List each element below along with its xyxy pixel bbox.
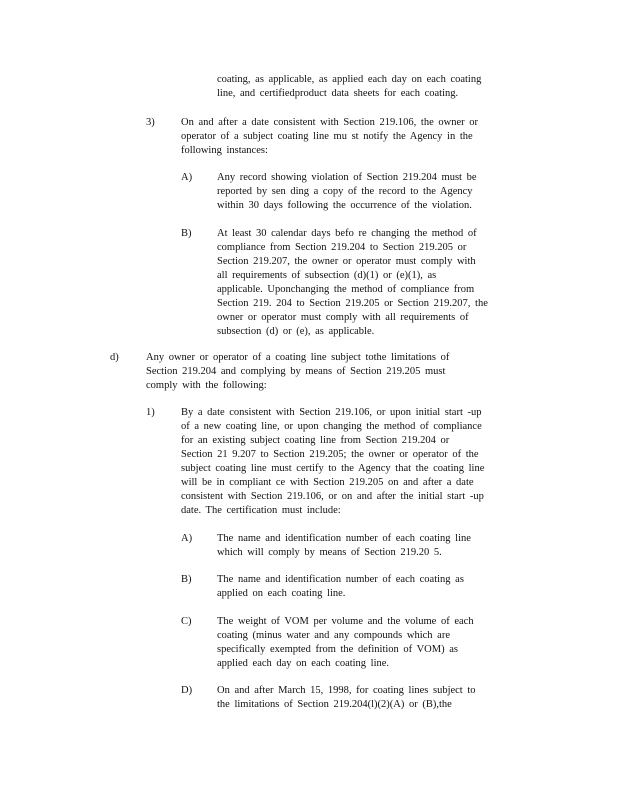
- text-line: date. The certification must include:: [181, 505, 341, 516]
- item-label-A: A): [181, 533, 193, 544]
- text-line: line, and certifiedproduct data sheets for each coating.: [217, 88, 459, 99]
- text-line: following instances:: [181, 145, 268, 156]
- text-line: Section 219.204 and complying by means of Section 219.205 must: [146, 366, 446, 377]
- item-label-D: D): [181, 685, 193, 696]
- text-line: coating (minus water and any compounds which are: [217, 630, 450, 641]
- text-line: The name and identification number of each coating line: [217, 533, 471, 544]
- text-line: applied each day on each coating line.: [217, 658, 390, 669]
- item-label-B: B): [181, 574, 192, 585]
- text-line: Section 219.207, the owner or operator must comply with: [217, 256, 476, 267]
- text-line: all requirements of subsection (d)(1) or (e)(1), as: [217, 270, 437, 281]
- text-line: On and after March 15, 1998, for coating lines subject to: [217, 685, 476, 696]
- text-line: will be in compliant ce with Section 219.205 on and after a date: [181, 477, 474, 488]
- item-label-1: 1): [146, 407, 155, 418]
- text-line: subject coating line must certify to the Agency that the coating line: [181, 463, 485, 474]
- paragraph-3-B: [217, 227, 507, 339]
- text-line: On and after a date consistent with Section 219.106, the owner or: [181, 117, 478, 128]
- text-line: Section 219. 204 to Section 219.205 or Section 219.207, the: [217, 298, 488, 309]
- text-line: Any record showing violation of Section 219.204 must be: [217, 172, 477, 183]
- text-line: applicable. Uponchanging the method of compliance from: [217, 284, 475, 295]
- text-line: within 30 days following the occurrence of the violation.: [217, 200, 472, 211]
- item-label-3: 3): [146, 117, 155, 128]
- text-line: of a new coating line, or upon changing the method of compliance: [181, 421, 482, 432]
- paragraph-1-B: [217, 573, 484, 601]
- paragraph-1-D: [217, 684, 492, 712]
- text-line: subsection (d) or (e), as applicable.: [217, 326, 375, 337]
- text-line: Any owner or operator of a coating line subject tothe limitations of: [146, 352, 450, 363]
- text-line: owner or operator must comply with all requirements of: [217, 312, 469, 323]
- text-line: specifically exempted from the definition of VOM) as: [217, 644, 458, 655]
- text-line: operator of a subject coating line mu st notify the Agency in the: [181, 131, 473, 142]
- text-line: comply with the following:: [146, 380, 267, 391]
- text-line: compliance from Section 219.204 to Section 219.205 or: [217, 242, 467, 253]
- paragraph-1-A: [217, 532, 489, 560]
- text-line: which will comply by means of Section 219.20 5.: [217, 547, 442, 558]
- text-line: coating, as applicable, as applied each day on each coating: [217, 74, 482, 85]
- paragraph-d: [146, 351, 471, 393]
- text-line: At least 30 calendar days befo re changing the method of: [217, 228, 477, 239]
- continuation-paragraph: [217, 73, 494, 101]
- text-line: consistent with Section 219.106, or on and after the initial start -up: [181, 491, 484, 502]
- text-line: applied on each coating line.: [217, 588, 346, 599]
- text-line: for an existing subject coating line from Section 219.204 or: [181, 435, 450, 446]
- item-label-C: C): [181, 616, 192, 627]
- text-line: By a date consistent with Section 219.106, or upon initial start -up: [181, 407, 482, 418]
- paragraph-1-C: [217, 615, 484, 671]
- paragraph-3-A: [217, 171, 494, 213]
- text-line: The name and identification number of each coating as: [217, 574, 464, 585]
- text-line: reported by sen ding a copy of the record to the Agency: [217, 186, 473, 197]
- text-line: the limitations of Section 219.204(l)(2)(A) or (B),the: [217, 699, 452, 710]
- item-label-B: B): [181, 228, 192, 239]
- item-label-A: A): [181, 172, 193, 183]
- text-line: The weight of VOM per volume and the volume of each: [217, 616, 474, 627]
- text-line: Section 21 9.207 to Section 219.205; the owner or operator of the: [181, 449, 479, 460]
- paragraph-d-1: [181, 406, 502, 518]
- section-label-d: d): [110, 352, 119, 363]
- paragraph-3: [181, 116, 494, 158]
